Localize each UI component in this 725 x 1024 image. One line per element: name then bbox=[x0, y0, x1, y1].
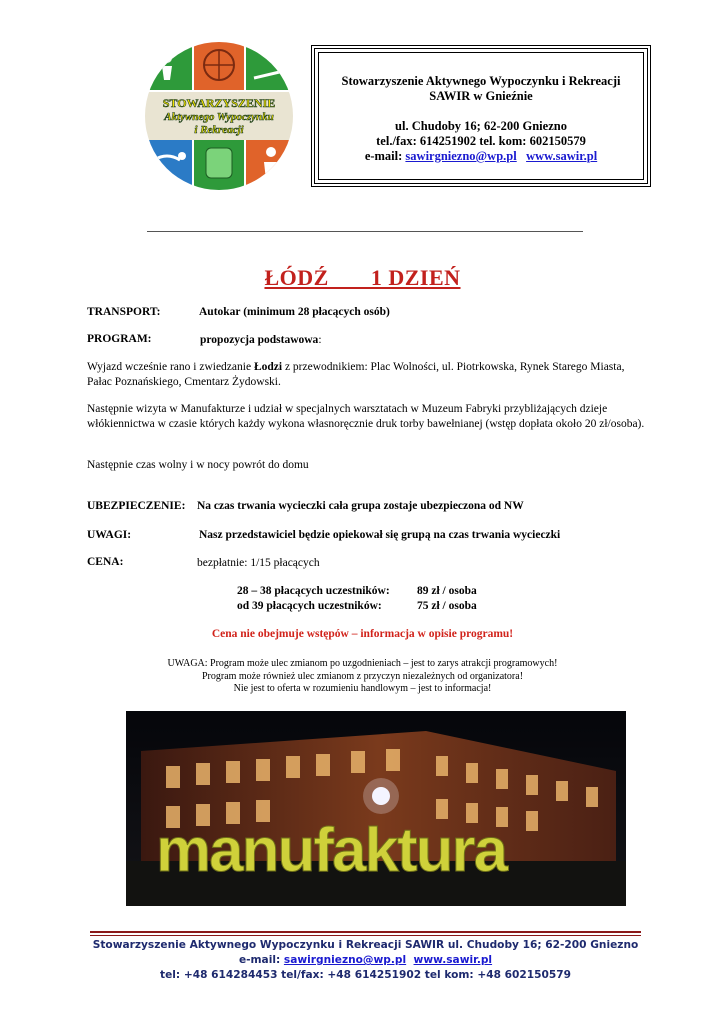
program-label: PROGRAM: bbox=[87, 333, 152, 345]
program-paragraph-1 bbox=[87, 360, 637, 389]
para1-pre: Wyjazd wcześnie rano i zwiedzanie bbox=[87, 361, 254, 373]
insurance-value: Na czas trwania wycieczki cała grupa zostaje ubezpieczona od NW bbox=[197, 500, 524, 512]
page-title: ŁÓDŹ 1 DZIEŃ bbox=[264, 265, 461, 290]
price-range-1: 28 – 38 płacących uczestników: bbox=[237, 585, 390, 597]
disclaimer-line-1: UWAGA: Program może ulec zmianom po uzgodnieniach – jest to zarys atrakcji programowych! bbox=[167, 658, 558, 669]
logo-line-1: STOWARZYSZENIE bbox=[162, 96, 276, 110]
program-paragraph-2: Następnie wizyta w Manufakturze i udział w specjalnych warsztatach w Muzeum Fabryki przybliżających dzieje włókiennictwa w czasie których każdy wykona własnoręcznie druk torby bawełnianej (wstęp dopłata około 20 zł/osoba). bbox=[87, 403, 645, 430]
footer-website-link[interactable]: www.sawir.pl bbox=[413, 954, 493, 966]
price-label: CENA: bbox=[87, 556, 124, 568]
transport-value: Autokar (minimum 28 płacących osób) bbox=[199, 306, 390, 318]
program-value bbox=[200, 333, 322, 348]
logo-line-2: Aktywnego Wypoczynku bbox=[164, 111, 274, 123]
program-value-text: propozycja podstawowa bbox=[200, 334, 319, 346]
manufaktura-photo bbox=[126, 711, 626, 906]
footer-rule-bottom bbox=[90, 935, 641, 936]
header-box-inner bbox=[318, 52, 644, 180]
footer bbox=[90, 938, 641, 983]
program-paragraph-3: Następnie czas wolny i w nocy powrót do domu bbox=[87, 459, 309, 471]
footer-phones: tel: +48 614284453 tel/fax: +48 614251902 tel kom: +48 602150579 bbox=[160, 969, 571, 981]
transport-label: TRANSPORT: bbox=[87, 306, 161, 318]
manufaktura-sign: manufaktura bbox=[156, 816, 507, 885]
insurance-label: UBEZPIECZENIE: bbox=[87, 500, 186, 512]
org-address: ul. Chudoby 16; 62-200 Gniezno bbox=[395, 119, 567, 133]
disclaimer-line-3: Nie jest to oferta w rozumieniu handlowym – jest to informacja! bbox=[233, 683, 492, 694]
footer-email-link[interactable]: sawirgniezno@wp.pl bbox=[283, 954, 407, 966]
email-label: e-mail: bbox=[364, 149, 403, 163]
para1-city: Łodzi bbox=[253, 361, 283, 373]
email-link[interactable]: sawirgniezno@wp.pl bbox=[405, 149, 517, 163]
org-contacts bbox=[319, 149, 643, 164]
price-free: bezpłatnie: 1/15 płacących bbox=[197, 557, 320, 569]
para1-post: z przewodnikiem: Plac Wolności, ul. Piotrkowska, Rynek Starego Miasta, Pałac Poznańskiego, Cmentarz Żydowski. bbox=[87, 361, 625, 388]
org-phones: tel./fax: 614251902 tel. kom: 602150579 bbox=[376, 134, 586, 148]
org-name-line2: SAWIR w Gnieźnie bbox=[429, 89, 533, 103]
header-box bbox=[311, 45, 651, 187]
notes-label: UWAGI: bbox=[87, 529, 132, 541]
org-name-line1: Stowarzyszenie Aktywnego Wypoczynku i Rekreacji bbox=[341, 74, 621, 88]
header-divider bbox=[147, 231, 583, 232]
notes-value: Nasz przedstawiciel będzie opiekował się grupą na czas trwania wycieczki bbox=[199, 529, 561, 541]
footer-rule-top bbox=[90, 931, 641, 933]
footer-contacts bbox=[90, 953, 641, 968]
website-link[interactable]: www.sawir.pl bbox=[526, 149, 598, 163]
price-warning: Cena nie obejmuje wstępów – informacja w opisie programu! bbox=[211, 628, 514, 640]
price-amount-2: 75 zł / osoba bbox=[417, 600, 477, 612]
program-colon: : bbox=[318, 334, 322, 346]
footer-org: Stowarzyszenie Aktywnego Wypoczynku i Rekreacji SAWIR ul. Chudoby 16; 62-200 Gniezno bbox=[92, 939, 639, 951]
disclaimer bbox=[0, 658, 725, 696]
sawir-logo bbox=[142, 40, 297, 192]
footer-email-label: e-mail: bbox=[238, 954, 284, 966]
price-amount-1: 89 zł / osoba bbox=[417, 585, 477, 597]
disclaimer-line-2: Program może również ulec zmianom z przyczyn niezależnych od organizatora! bbox=[201, 670, 524, 682]
price-range-2: od 39 płacących uczestników: bbox=[237, 600, 382, 612]
logo-line-3: i Rekreacji bbox=[194, 124, 244, 136]
